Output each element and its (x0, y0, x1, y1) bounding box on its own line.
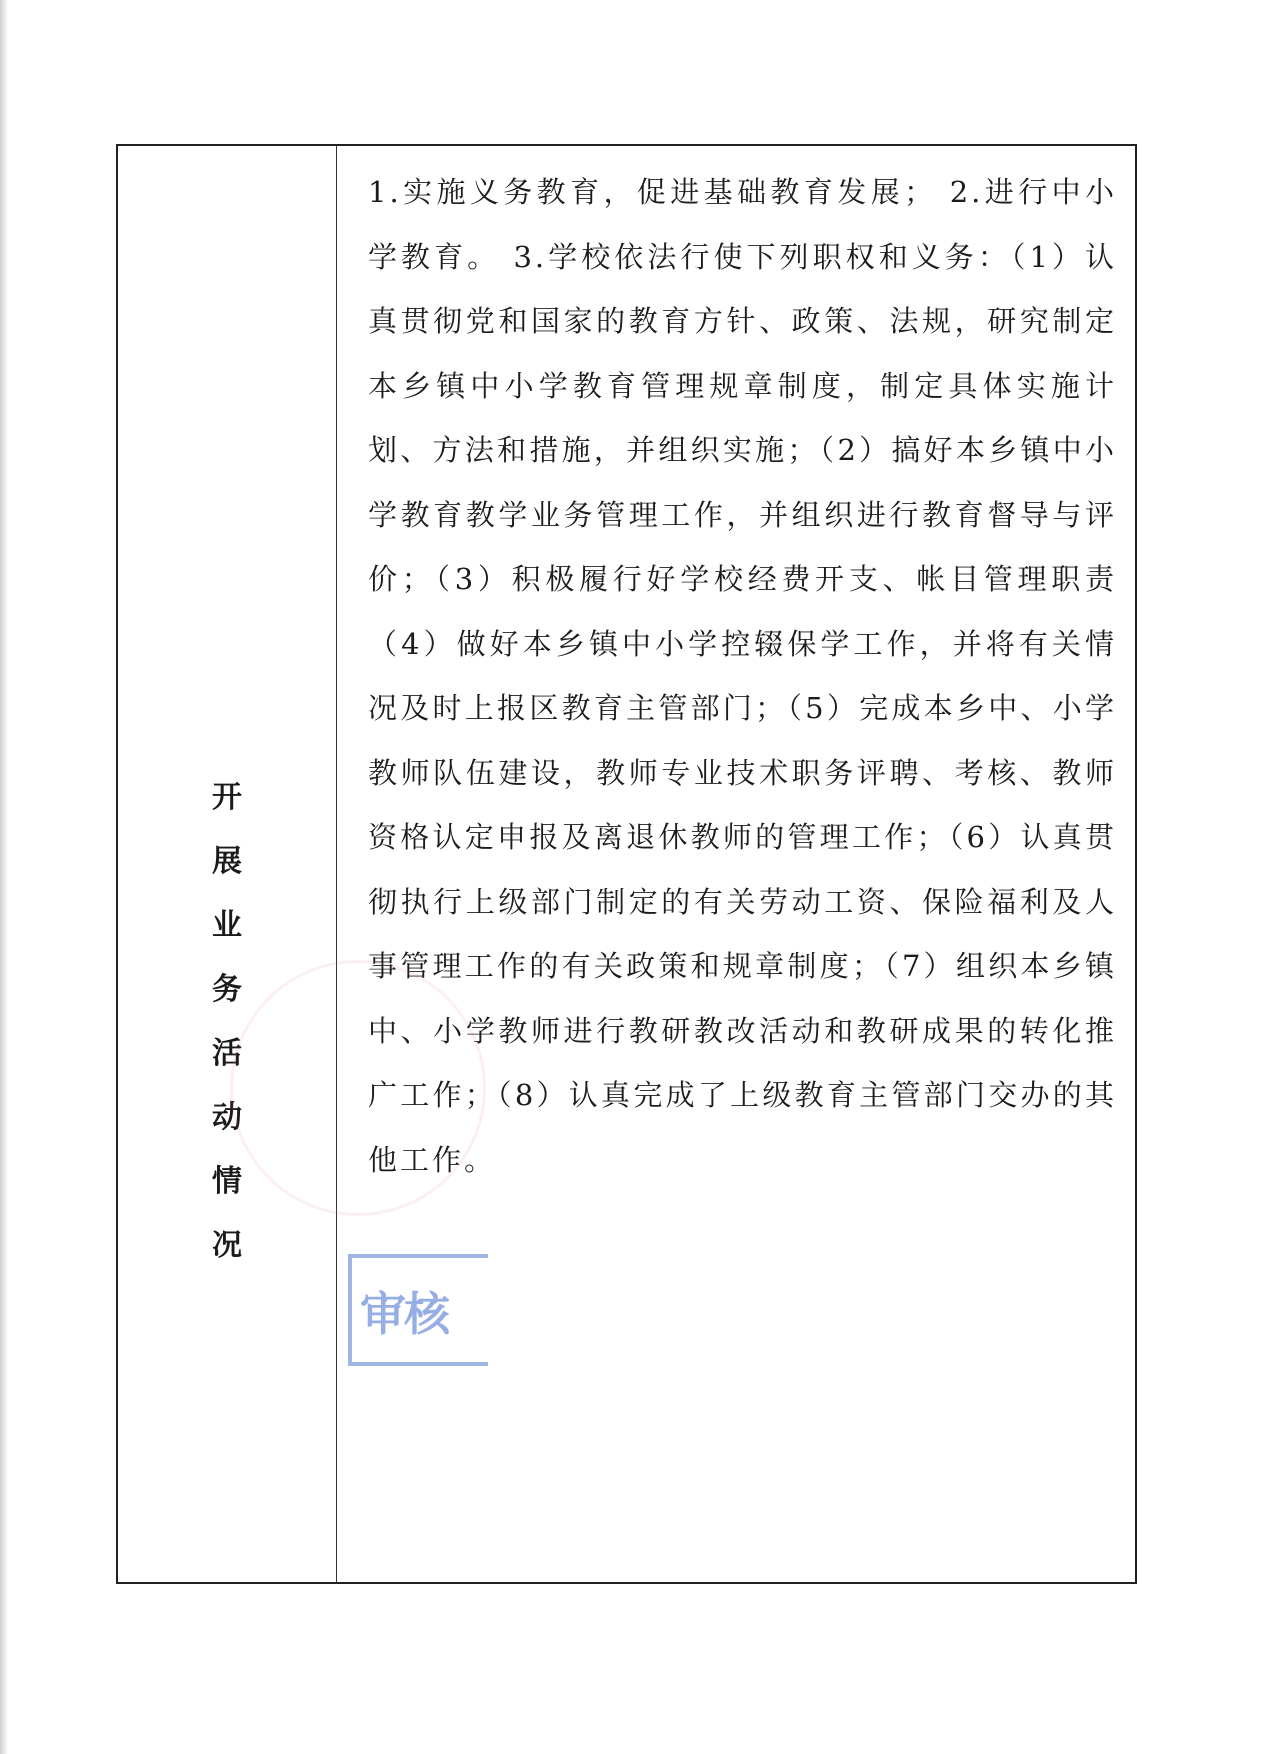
row-label-char: 动 (212, 1100, 242, 1135)
row-label-char: 情 (212, 1164, 242, 1199)
row-label-char: 展 (212, 844, 242, 879)
row-label-char: 活 (212, 1036, 242, 1071)
row-label-char: 业 (212, 908, 242, 943)
row-label-char: 开 (212, 780, 242, 815)
review-seal: 审核 (348, 1254, 488, 1366)
faint-red-stamp (230, 960, 486, 1216)
activity-form-table (116, 144, 1137, 1584)
row-label-char: 况 (212, 1228, 242, 1263)
row-label-char: 务 (212, 972, 242, 1007)
label-cell (118, 146, 337, 1582)
scan-edge-shadow (0, 0, 8, 1754)
activity-description: 1.实施义务教育，促进基础教育发展； 2.进行中小学教育。 3.学校依法行使下列职权和义务：（1）认真贯彻党和国家的教育方针、政策、法规，研究制定本乡镇中小学教育管理规章制度，制定具体实施计划、方法和措施，并组织实施；（2）搞好本乡镇中小学教育教学业务管理工作，并组织进行教育督导与评价；（3）积极履行好学校经费开支、帐目管理职责（4）做好本乡镇中小学控辍保学工作，并将有关情况及时上报区教育主管部门；（5）完成本乡中、小学教师队伍建设，教师专业技术职务评聘、考核、教师资格认定申报及离退休教师的管理工作；（6）认真贯彻执行上级部门制定的有关劳动工资、保险福利及人事管理工作的有关政策和规章制度；（7）组织本乡镇中、小学教师进行教研教改活动和教研成果的转化推广工作；（8）认真完成了上级教育主管部门交办的其他工作。 (368, 175, 1117, 1177)
content-cell (338, 146, 1135, 1582)
